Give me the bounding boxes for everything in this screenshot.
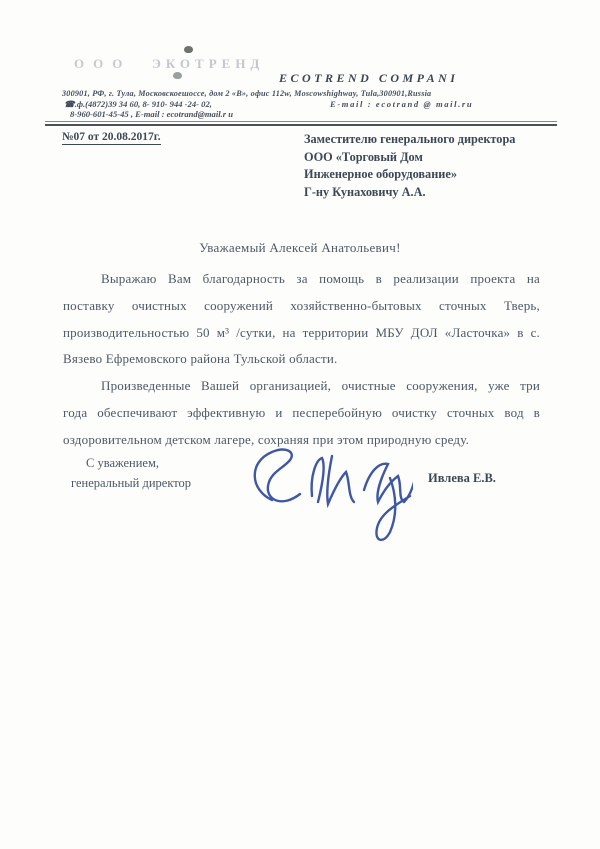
email-right: E-mail : ecotrand @ mail.ru — [330, 99, 474, 109]
recipient-line: Заместителю генерального директора — [304, 132, 516, 146]
letter-body — [63, 266, 540, 454]
logo-leaf-top-icon — [184, 46, 193, 53]
phone-email-line: 8-960-601-45-45 , E-mail : ecotrand@mail.r u — [70, 109, 234, 119]
recipient-line: Г-ну Кунаховичу А.А. — [304, 184, 426, 199]
logo-leaf-bottom-icon — [173, 72, 182, 79]
paragraph-line: поставку очистных сооружений хозяйственно-бытовых сточных Тверь, — [63, 297, 540, 313]
phone-fax-line: ☎.ф.(4872)39 34 60, 8- 910- 944 -24- 02, — [64, 99, 212, 109]
signer-position: генеральный директор — [71, 476, 192, 490]
paragraph-line: производительностью 50 м³ /сутки, на территории МБУ ДОЛ «Ласточка» в с. — [63, 324, 540, 340]
recipient-block — [304, 131, 515, 201]
paragraph-line: Произведенные Вашей организацией, очистные сооружения, уже три — [101, 378, 540, 394]
logo-ooo-text: ООО — [74, 56, 132, 71]
paragraph-line: оздоровительном детском лагере, сохраняя при этом природную среду. — [63, 431, 470, 447]
paragraph-line: Выражаю Вам благодарность за помощь в реализации проекта на — [101, 271, 540, 286]
recipient-line: ООО «Торговый Дом — [304, 149, 423, 164]
handwritten-signature-icon — [238, 438, 413, 543]
letterhead-divider — [45, 121, 557, 127]
reference-number-date: №07 от 20.08.2017г. — [62, 131, 161, 143]
logo-company-text: ЭКОТРЕНД — [152, 56, 265, 71]
paragraph-line: Вязево Ефремовского района Тульской области. — [63, 351, 338, 367]
company-address: 300901, РФ, г. Тула, Московскоешоссе, дом 2 «В», офис 112w, Moscowshighway, Tula,300901,Russia — [62, 89, 432, 98]
paragraph-line: года обеспечивают эффективную и песперебойную очистку сточных вод в — [63, 404, 540, 420]
closing-regards: С уважением, — [86, 456, 159, 470]
signer-name: Ивлева Е.В. — [428, 471, 496, 485]
recipient-line: Инженерное оборудование» — [304, 167, 457, 181]
salutation: Уважаемый Алексей Анатольевич! — [199, 240, 401, 255]
company-name: ECOTREND COMPANI — [279, 71, 459, 85]
